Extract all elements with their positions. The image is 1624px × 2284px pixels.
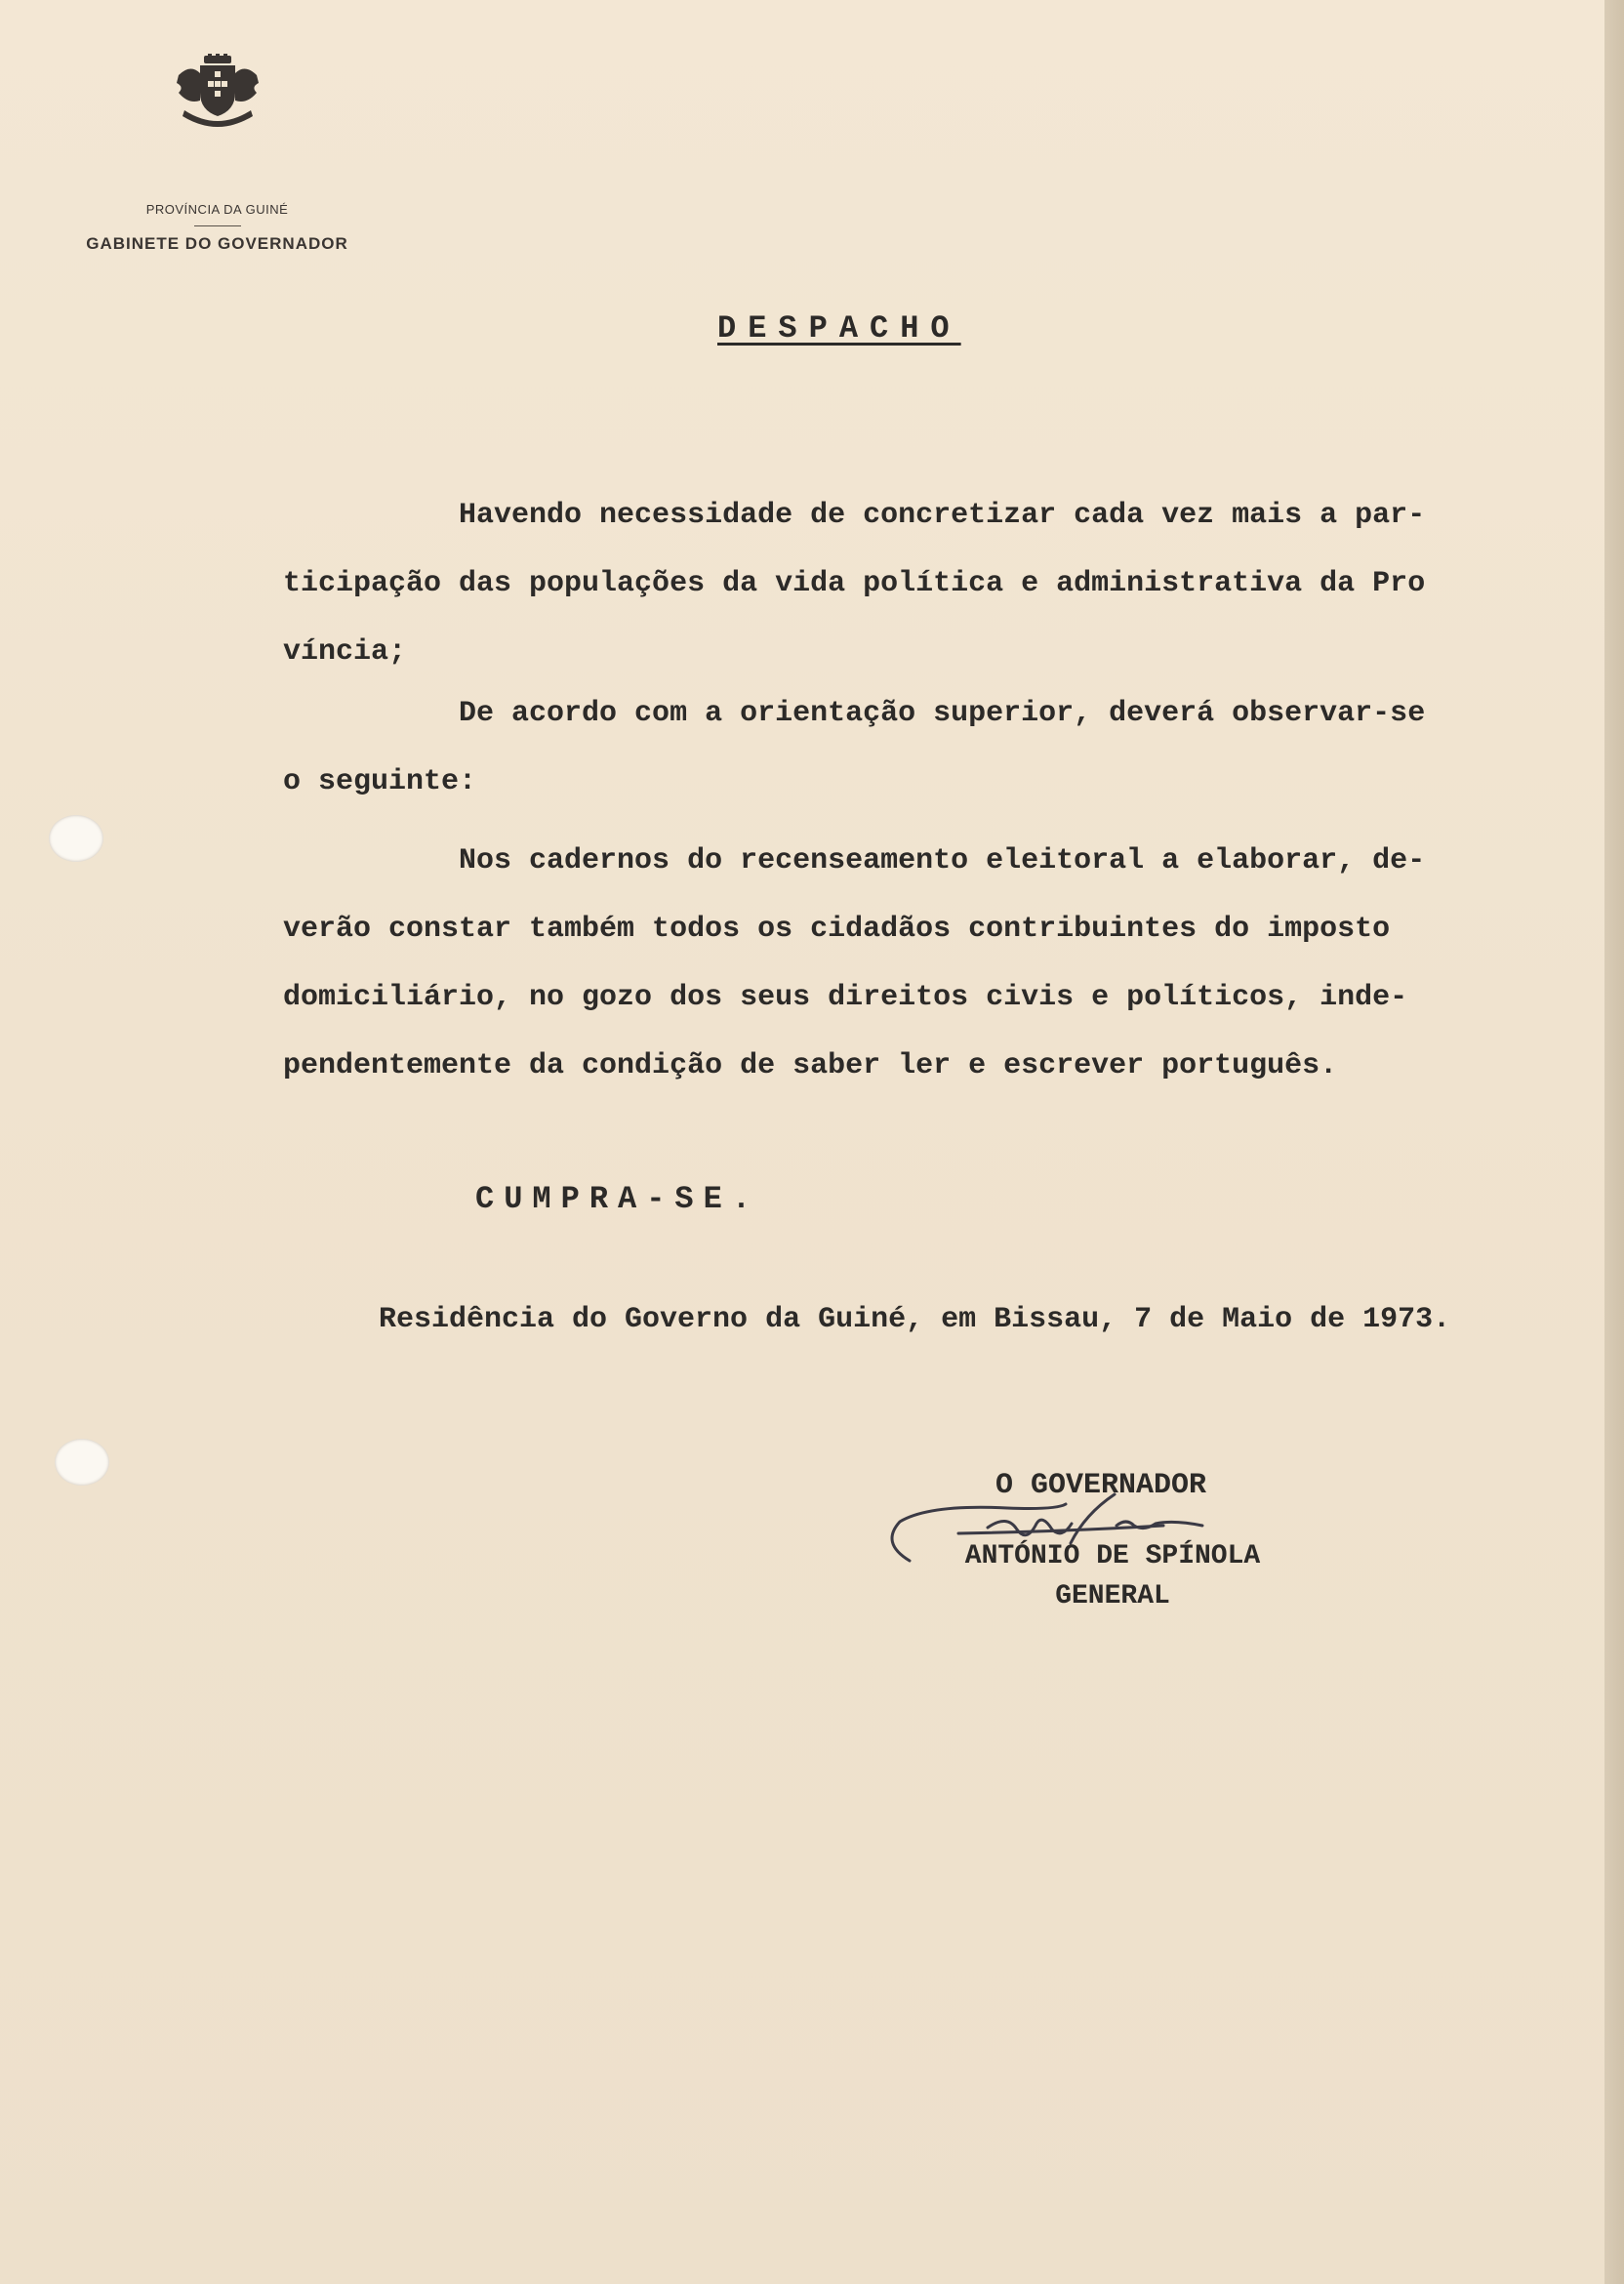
punch-hole-top xyxy=(49,815,103,862)
office-label: GABINETE DO GOVERNADOR xyxy=(86,234,348,253)
signatory-rank: GENERAL xyxy=(1055,1581,1170,1611)
punch-hole-bottom xyxy=(55,1439,109,1486)
paragraph-1: Havendo necessidade de concretizar cada vez mais a par- ticipação das populações da vida política e administrativa da Pro víncia; xyxy=(283,499,1426,669)
paragraph-3: Nos cadernos do recenseamento eleitoral a elaborar, de- verão constar também todos os cidadãos contribuintes do imposto domiciliário, no gozo dos seus direitos civis e políticos, inde- pendentemente da condição de saber ler e escrever português. xyxy=(283,844,1426,1082)
coat-of-arms-icon xyxy=(171,54,264,136)
closing-order: CUMPRA-SE. xyxy=(475,1181,761,1217)
signatory-name: ANTÓNIO DE SPÍNOLA xyxy=(964,1541,1261,1571)
signatory-role: O GOVERNADOR xyxy=(995,1469,1206,1502)
dateline: Residência do Governo da Guiné, em Bissau, 7 de Maio de 1973. xyxy=(379,1303,1451,1336)
paragraph-2: De acordo com a orientação superior, deverá observar-se o seguinte: xyxy=(283,697,1426,798)
letterhead-divider xyxy=(194,225,241,226)
letterhead xyxy=(68,54,366,254)
province-label: PROVÍNCIA DA GUINÉ xyxy=(145,202,289,217)
document-title: DESPACHO xyxy=(717,310,961,347)
paper-edge xyxy=(1604,0,1624,2284)
signature-block xyxy=(859,1469,1308,1611)
